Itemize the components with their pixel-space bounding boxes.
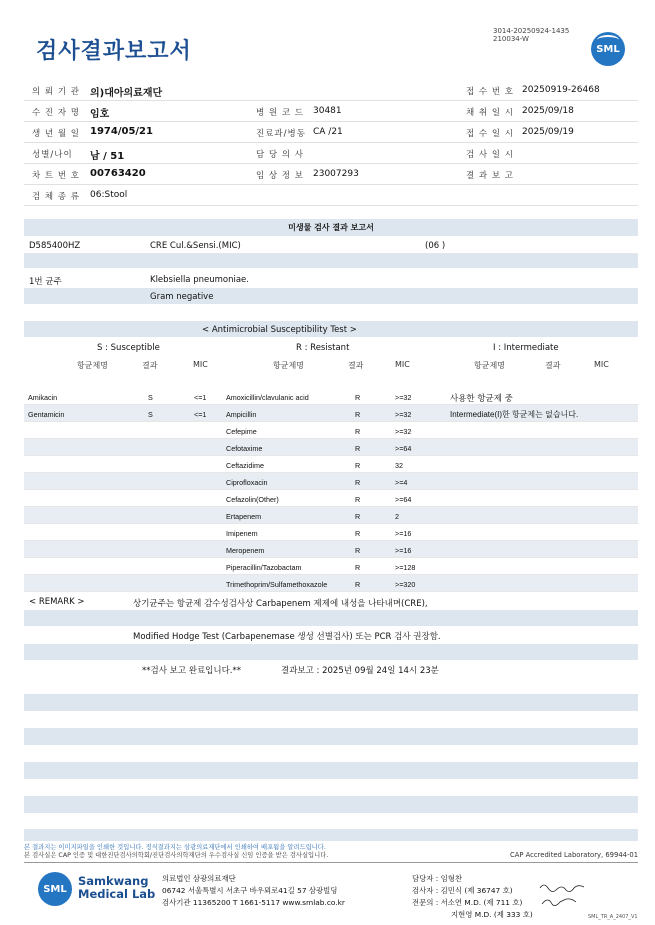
lab-address: [162, 873, 345, 909]
organism-label: 1번 균주: [29, 277, 62, 287]
ast-result: R: [355, 495, 361, 504]
ast-result: R: [355, 461, 361, 470]
info-value: 23007293: [313, 169, 359, 179]
footer-divider: [24, 862, 638, 863]
remark-label: < REMARK >: [29, 597, 85, 607]
col-drug-i: 항균제명: [474, 361, 505, 370]
col-drug-s: 항균제명: [77, 361, 108, 370]
patient-info-table: [24, 80, 638, 206]
info-label: 차 트 번 호: [32, 171, 80, 181]
report-time: 결과보고 : 2025년 09월 24일 14시 23분: [281, 666, 439, 676]
ast-result: R: [355, 563, 361, 572]
ast-mic: >=32: [395, 427, 412, 436]
stripe: [24, 541, 638, 558]
ast-result: R: [355, 478, 361, 487]
col-result-s: 결과: [142, 361, 158, 370]
row-divider: [24, 523, 638, 524]
info-value: 2025/09/19: [522, 127, 574, 137]
ast-result: S: [148, 393, 153, 402]
legend-susceptible: S : Susceptible: [97, 343, 160, 353]
col-mic-s: MIC: [193, 360, 208, 369]
ast-mic: >=320: [395, 580, 416, 589]
report-code: [493, 27, 569, 43]
info-value: 임호: [90, 109, 110, 120]
info-value: 의)대아의료재단: [90, 88, 163, 99]
col-result-r: 결과: [348, 361, 364, 370]
sign-line3: 전문의 : 서소연 M.D. (제 711 호): [412, 898, 523, 907]
ast-result: R: [355, 580, 361, 589]
ast-mic: >=128: [395, 563, 416, 572]
addr-line3: 검사기관 11365200 T 1661-5117 www.smlab.co.kr: [162, 898, 345, 907]
stripe: [24, 762, 638, 779]
test-num: (06 ): [425, 241, 446, 251]
report-complete: **검사 보고 완료입니다.**: [142, 666, 242, 676]
info-value: 06:Stool: [90, 190, 128, 200]
ast-mic: >=64: [395, 444, 412, 453]
ast-drug: Piperacillin/Tazobactam: [226, 563, 302, 572]
legend-resistant: R : Resistant: [296, 343, 350, 353]
stripe: [24, 829, 638, 841]
ast-result: S: [148, 410, 153, 419]
row-divider: [24, 455, 638, 456]
ast-mic: >=32: [395, 410, 412, 419]
footer-note-image: 본 결과지는 이미지파일을 인쇄한 것입니다. 정식결과지는 삼광의료재단에서 인쇄하여 배포됨을 알려드립니다.: [24, 844, 326, 851]
sml-logo-icon: SML: [591, 32, 625, 66]
ast-result: R: [355, 410, 361, 419]
info-label: 검 체 종 류: [32, 192, 80, 202]
sign-line4: 지현영 M.D. (제 333 호): [451, 910, 533, 919]
ast-result: R: [355, 393, 361, 402]
ast-drug: Cefotaxime: [226, 444, 263, 453]
info-label: 생 년 월 일: [32, 129, 80, 139]
ast-result: R: [355, 546, 361, 555]
info-label: 접 수 일 시: [466, 129, 514, 139]
info-label: 진료과/병동: [256, 129, 306, 139]
stripe: [24, 507, 638, 524]
ast-drug: Gentamicin: [28, 410, 65, 419]
info-value: 30481: [313, 106, 342, 116]
gram-stain: Gram negative: [150, 292, 214, 302]
stripe: [24, 644, 638, 660]
brand-line2: Medical Lab: [78, 887, 156, 901]
col-mic-r: MIC: [395, 360, 410, 369]
ast-mic: >=16: [395, 529, 412, 538]
ast-drug: Meropenem: [226, 546, 265, 555]
ast-drug: Ampicillin: [226, 410, 257, 419]
info-label: 수 진 자 명: [32, 108, 80, 118]
ast-drug: Amoxicillin/clavulanic acid: [226, 393, 309, 402]
col-mic-i: MIC: [594, 360, 609, 369]
ast-drug: Cefepime: [226, 427, 257, 436]
row-divider: [24, 421, 638, 422]
stripe: [24, 288, 638, 304]
test-code: D585400HZ: [29, 241, 81, 251]
stripe: [24, 610, 638, 626]
sign-line1: 담당자 : 임형찬: [412, 874, 463, 883]
ast-mic: <=1: [194, 393, 207, 402]
ast-result: R: [355, 529, 361, 538]
organism-name: Klebsiella pneumoniae.: [150, 275, 249, 285]
brand-line1: Samkwang: [78, 874, 149, 888]
test-name: CRE Cul.&Sensi.(MIC): [150, 241, 241, 251]
cap-accreditation: CAP Accredited Laboratory, 69944-01: [510, 851, 639, 859]
ast-drug: Cefazolin(Other): [226, 495, 279, 504]
ast-mic: >=64: [395, 495, 412, 504]
info-row: [24, 143, 638, 164]
info-value: 남 / 51: [90, 151, 125, 162]
col-result-i: 결과: [545, 361, 561, 370]
stripe: [24, 473, 638, 490]
sign-line2: 검사자 : 김민식 (제 36747 호): [412, 886, 513, 895]
info-label: 검 사 일 시: [466, 150, 514, 160]
report-title: 검사결과보고서: [36, 39, 192, 64]
ast-result: R: [355, 444, 361, 453]
remark-line1: 상기균주는 항균제 감수성검사상 Carbapenem 제제에 내성을 나타내며(CRE),: [133, 599, 428, 609]
ast-result: R: [355, 512, 361, 521]
remark-line2: Modified Hodge Test (Carbapenemase 생성 선별검사) 또는 PCR 검사 권장함.: [133, 632, 441, 642]
info-label: 접 수 번 호: [466, 87, 514, 97]
info-value: 2025/09/18: [522, 106, 574, 116]
info-label: 담 당 의 사: [256, 150, 304, 160]
info-value: CA /21: [313, 127, 343, 137]
stripe: [24, 439, 638, 456]
ast-mic: 2: [395, 512, 399, 521]
info-value: 20250919-26468: [522, 85, 600, 95]
row-divider: [24, 557, 638, 558]
stripe: [24, 728, 638, 745]
row-divider: [24, 591, 638, 592]
ast-mic: >=32: [395, 393, 412, 402]
row-divider: [24, 489, 638, 490]
ast-drug: Ciprofloxacin: [226, 478, 268, 487]
brand-name: [78, 875, 155, 901]
ast-result: R: [355, 427, 361, 436]
document-id: SML_TR_A_2407_V1: [588, 914, 638, 920]
sml-logo-icon: SML: [38, 872, 72, 906]
footer-note-cert: 본 검사실은 CAP 인증 및 대한진단검사의학회/진단검사의학재단의 우수검사실 신임 인증을 받은 검사실입니다.: [24, 852, 329, 859]
stripe: [24, 694, 638, 711]
info-row: [24, 164, 638, 185]
info-value: 1974/05/21: [90, 126, 153, 137]
report-code-line1: 3014-20250924-1435: [493, 27, 570, 35]
intermediate-note2: Intermediate(I)한 항균제는 없습니다.: [450, 410, 579, 419]
ast-title: < Antimicrobial Susceptibility Test >: [202, 325, 357, 335]
info-label: 임 상 정 보: [256, 171, 304, 181]
col-drug-r: 항균제명: [273, 361, 304, 370]
ast-mic: <=1: [194, 410, 207, 419]
intermediate-note1: 사용한 항균제 중: [450, 394, 513, 404]
info-label: 결 과 보 고: [466, 171, 514, 181]
ast-drug: Ertapenem: [226, 512, 262, 521]
info-label: 채 취 일 시: [466, 108, 514, 118]
info-row: [24, 122, 638, 143]
ast-drug: Imipenem: [226, 529, 258, 538]
signatories: [412, 873, 533, 921]
info-row: [24, 80, 638, 101]
ast-drug: Ceftazidime: [226, 461, 264, 470]
stripe: [24, 575, 638, 592]
info-value: 00763420: [90, 168, 146, 179]
addr-line1: 의료법인 삼광의료재단: [162, 874, 236, 883]
info-label: 의 뢰 기 관: [32, 87, 80, 97]
report-code-line2: 210034-W: [493, 35, 529, 43]
ast-drug: Trimethoprim/Sulfamethoxazole: [226, 580, 328, 589]
signature-icon: [538, 880, 588, 910]
ast-mic: >=4: [395, 478, 408, 487]
ast-mic: >=16: [395, 546, 412, 555]
stripe: [24, 796, 638, 813]
ast-drug: Amikacin: [28, 393, 58, 402]
section-title: 미생물 검사 결과 보고서: [24, 219, 638, 236]
stripe: [24, 254, 638, 268]
addr-line2: 06742 서울특별시 서초구 바우뫼로41길 57 삼광빌딩: [162, 886, 338, 895]
info-label: 병 원 코 드: [256, 108, 304, 118]
legend-intermediate: I : Intermediate: [493, 343, 559, 353]
info-label: 성별/나이: [32, 150, 73, 160]
info-row: [24, 185, 638, 206]
info-row: [24, 101, 638, 122]
ast-mic: 32: [395, 461, 403, 470]
